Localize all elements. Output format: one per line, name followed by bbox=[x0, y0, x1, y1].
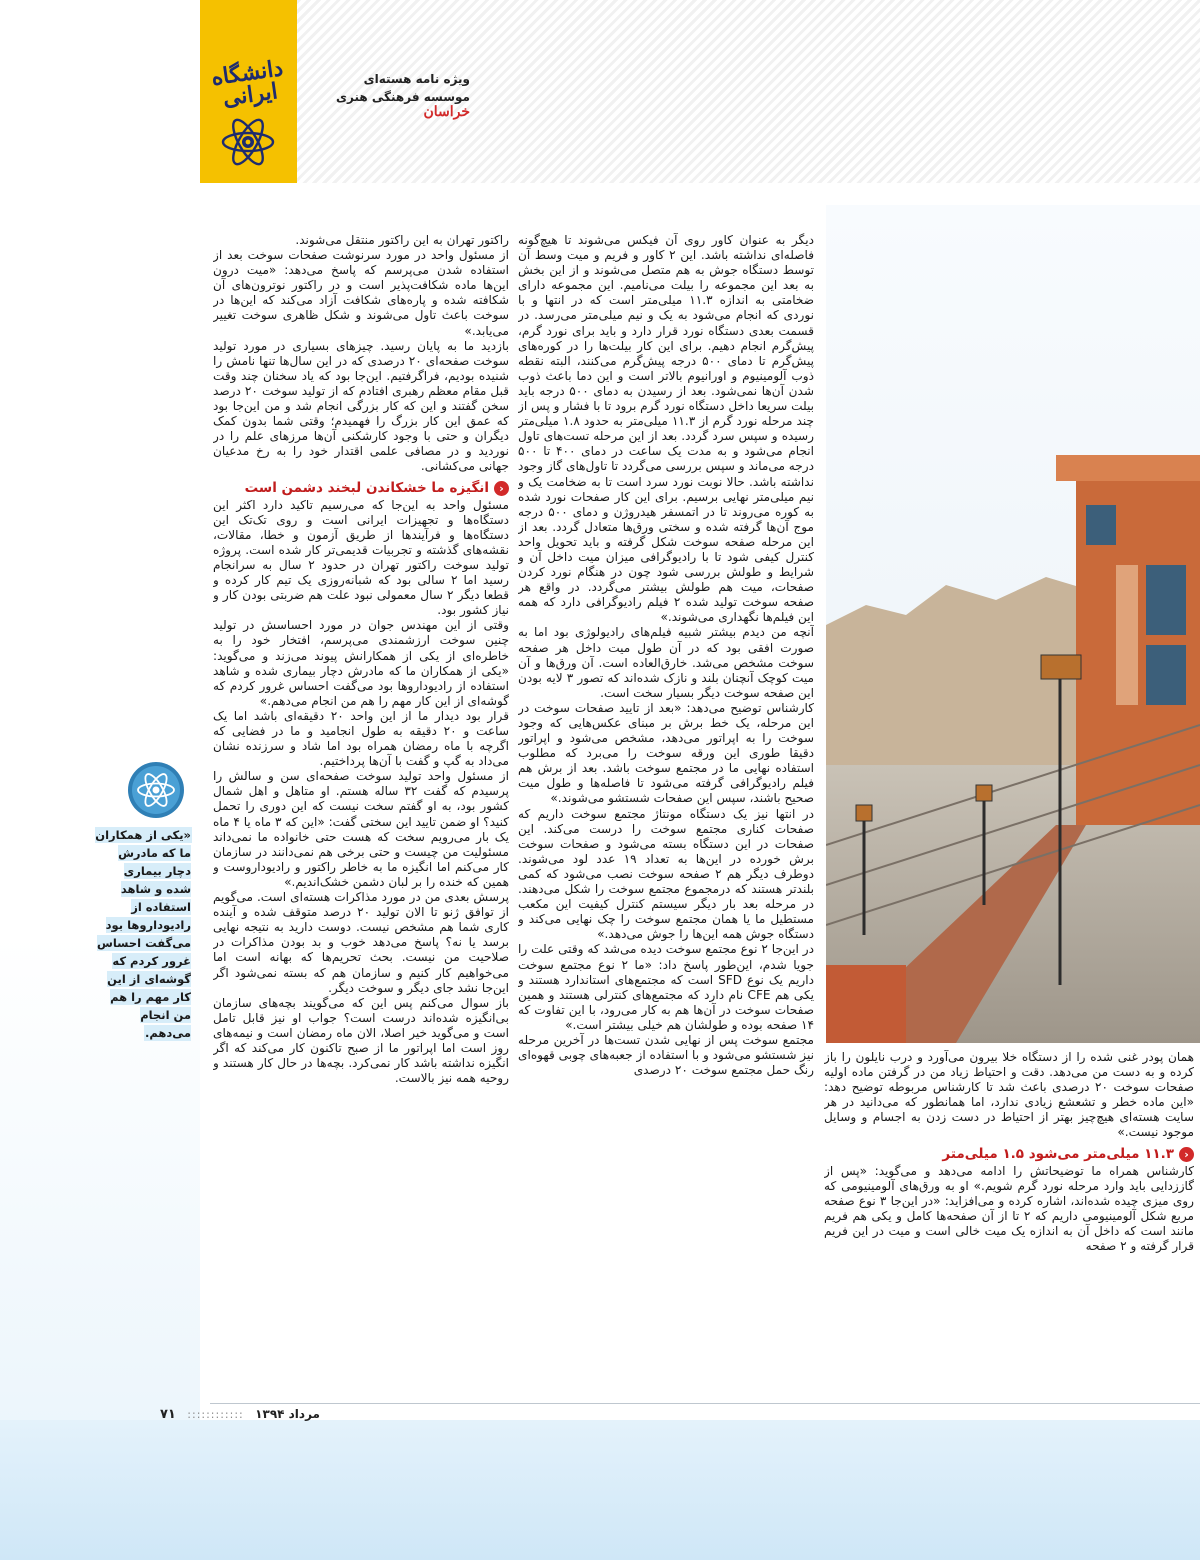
paragraph: وقتی از این مهندس جوان در مورد احساسش در تولید چنین سوخت ارزشمندی می‌پرسم، افتخار خود را به خاطره‌ای از یکی از همکارانش پیوند می‌زند و می‌گوید: «یکی از همکاران ما که مادرش دچار بیماری شده و شاهد استفاده از رادیوداروها بود می‌گفت احساس غرور کردم که گوشه‌ای از این کار مهم را هم من انجام می‌دهم.» bbox=[213, 618, 509, 708]
institute-prefix: موسسه فرهنگی هنری bbox=[336, 90, 470, 104]
pull-quote-text: «یکی از همکاران ما که مادرش دچار بیماری شده و شاهد استفاده از رادیوداروها بود می‌گفت احساس غرور کردم که گوشه‌ای از این کار مهم را هم من انجام می‌دهم. bbox=[95, 828, 191, 1040]
footer-separator: :::::::::::: bbox=[187, 1407, 244, 1421]
footer-divider bbox=[210, 1403, 1200, 1404]
atom-badge-icon bbox=[126, 760, 186, 820]
paragraph: از مسئول واحد در مورد سرنوشت صفحات سوخت بعد از استفاده شدن می‌پرسم که پاسخ می‌دهد: «میت درون این‌ها ماده شکافت‌پذیر است و در راکتور نوترون‌های آن شکافته شده و پاره‌های شکافت آزاد می‌کند که این‌ها در سوخت باعث تاول می‌شوند و شکل ظاهری سوخت تغییر می‌یابد.» bbox=[213, 248, 509, 338]
institute-name: خراسان bbox=[423, 104, 470, 120]
facility-photo-illustration bbox=[826, 205, 1200, 1043]
pull-quote bbox=[95, 826, 191, 1042]
subheading-text: ۱۱.۳ میلی‌متر می‌شود ۱.۵ میلی‌متر bbox=[942, 1145, 1174, 1162]
article-column-left bbox=[213, 233, 509, 1393]
paragraph: همان پودر غنی شده را از دستگاه خلا بیرون می‌آورد و درب نایلون را باز کرده و به دست من می‌دهد. دقت و احتیاط زیاد من در گرفتن ماده اولیه صفحات سوخت ۲۰ درصدی باعث شد تا کارشناس مربوطه توضیح دهد: «این ماده خطر و تشعشع زیادی ندارد، اما همانطور که می‌دانید در هر سایت هسته‌ای هیچ‌چیز بهتر از احتیاط در دست زدن به اجسام و وسایل موجود نیست.» bbox=[824, 1050, 1194, 1140]
paragraph: باز سوال می‌کنم پس این که می‌گویند بچه‌های سازمان بی‌انگیزه شده‌اند درست است؟ جواب او نیز قابل تامل است و می‌گوید خیر اصلا، الان ماه رمضان است و نیمه‌های روز است اما اپراتور ما از صبح تاکنون کار می‌کند که اگر انگیزه نداشته باشد کار نمی‌کرد. بچه‌ها در حال کار هستند و روحیه همه نیز بالاست. bbox=[213, 995, 509, 1086]
section-subheading bbox=[213, 481, 509, 496]
subheading-text: انگیزه ما خشکاندن لبخند دشمن است bbox=[244, 479, 489, 496]
paragraph: مجتمع سوخت پس از نهایی شدن تست‌ها در آخرین مرحله نیز شستشو می‌شود و با استفاده از جعبه‌های چوبی قهوه‌ای رنگ حمل مجتمع سوخت ۲۰ درصدی bbox=[518, 1032, 814, 1078]
chevron-icon: ‹ bbox=[494, 481, 509, 496]
paragraph: قرار بود دیدار ما از این واحد ۲۰ دقیقه‌ای باشد اما یک ساعت و ۲۰ دقیقه به طول انجامید و ما در فضایی که اگرچه با ماه رمضان همراه بود اما شاد و سرزنده نشان می‌داد به گپ و گفت با آن‌ها پرداختیم. bbox=[213, 708, 509, 769]
article-column-right bbox=[824, 1050, 1194, 1390]
special-issue-label: ویژه نامه هسته‌ای bbox=[363, 72, 470, 86]
paragraph: آنچه من دیدم بیشتر شبیه فیلم‌های رادیولوژی بود اما به صورت افقی بود که در آن طول میت داخل هر صفحه سوخت مشخص می‌شد. خارق‌العاده است. آن ورق‌ها و آن میت کوچک آنچنان بلند و نازک شده‌اند که تصور ۳ لایه بودن این صفحه سوخت دیگر بسیار سخت است. bbox=[518, 625, 814, 700]
page-number: ۷۱ bbox=[160, 1406, 176, 1422]
paragraph: در انتها نیز یک دستگاه مونتاژ مجتمع سوخت داریم که صفحات کناری مجتمع سوخت را درست می‌کند. این صفحات در این دستگاه بسته می‌شود و صفحات سوخت برش خورده در این‌ها به تعداد ۱۹ عدد لود می‌شوند. دوطرف دیگر هم ۲ صفحه سوخت نصب می‌شود که کمی بلندتر هستند که درمجموع مجتمع سوخت را شکل می‌دهند. در مرحله بعد بار دیگر سیستم کنترل کیفیت این مکعب مستطیل ما یا همان مجتمع سوخت را چک نهایی می‌کند و دستگاه جوش همه این‌ها را جوش می‌دهد.» bbox=[518, 806, 814, 942]
paragraph: پرسش بعدی من در مورد مذاکرات هسته‌ای است. می‌گویم از توافق ژنو تا الان تولید ۲۰ درصد متوقف شده و آینده کاری شما هم مشخص نیست. دوست دارید به نتیجه نهایی برسد یا نه؟ پاسخ می‌دهد خوب و بد بودن مذاکرات در صلاحیت من نیست. بحث تحریم‌ها که بهانه است اما می‌خواهیم کار کنیم و سازمان هم که بسته نمی‌شود اگر این‌جا نشد جای دیگر و سوخت دیگر. bbox=[213, 890, 509, 995]
paragraph: کارشناس توضیح می‌دهد: «بعد از تایید صفحات سوخت در این مرحله، یک خط برش بر مبنای عکس‌هایی که وجود سوخت را به اپراتور می‌دهد، مشخص می‌شود و اپراتور دقیقا طوری این ورقه سوخت را می‌برد که مطلوب استفاده نهایی ما در مجتمع سوخت باشد. بعد از برش هم فیلم رادیوگرافی گرفته می‌شود تا فاصله‌ها و طول میت صحیح باشند، سپس این صفحات شستشو می‌شوند.» bbox=[518, 700, 814, 806]
institute-label bbox=[300, 90, 470, 120]
paragraph: دیگر به عنوان کاور روی آن فیکس می‌شوند تا هیچ‌گونه فاصله‌ای نداشته باشد. این ۲ کاور و فریم و میت وسط آن توسط دستگاه جوش به هم متصل می‌شوند و از این بخش به بعد این مجموعه را بیلت می‌نامیم. این مجموعه دارای ضخامتی به اندازه ۱۱.۳ میلی‌متر است که در انتها و با نوردی که انجام می‌شود به یک و نیم میلی‌متر می‌رسد. در قسمت بعدی دستگاه نورد قرار دارد و باید برای نورد گرم، پیش‌گرم انجام دهیم. برای این کار بیلت‌ها را در کوره‌های پیش‌گرم تا دمای ۵۰۰ درجه پیش‌گرم می‌کنند، البته نقطه ذوب آلومینیوم و اورانیوم بالاتر است و این دما باعث ذوب شدن آن‌ها نمی‌شود. بعد از رسیدن به دمای ۵۰۰ درجه باید بیلت سریعا داخل دستگاه نورد گرم برود تا با فشار و پس از چند مرحله نورد گرم از ۱۱.۳ میلی‌متر به حدود ۱.۸ میلی‌متر رسیده و سپس سرد گردد. بعد از این مرحله تست‌های تاول انجام می‌شود و به مدت یک ساعت در دمای ۴۰۰ تا ۵۰۰ درجه می‌ماند و سپس بررسی می‌گردد تا تاول‌های گاز وجود نداشته باشد. حالا نوبت نورد سرد است تا به ضخامت یک و نیم میلی‌متر نهایی برسیم. برای این کار صفحات نورد شده به کوره می‌روند تا در اتمسفر هیدروژن و دمای ۵۰۰ درجه موج آن‌ها گرفته شده و سختی ورق‌ها متعادل گردد. بعد از این مرحله صفحه سوخت شکل گرفته و باید تحویل واحد کنترل کیفی شود تا با رادیوگرافی میزان میت داخل آن و شرایط و طولش بررسی شود چون در هنگام نورد کردن صفحات، میت هم طولش بیشتر می‌گردد. در واقع هر صفحه سوخت تولید شده ۲ فیلم رادیوگرافی دارد که همه این فیلم‌ها نگهداری می‌شوند.» bbox=[518, 233, 814, 625]
bottom-gradient-band bbox=[0, 1420, 1200, 1560]
facility-photo bbox=[826, 205, 1200, 1043]
paragraph: بازدید ما به پایان رسید. چیزهای بسیاری در مورد تولید سوخت صفحه‌ای ۲۰ درصدی که در این سال‌ها تنها نامش را شنیده بودیم، فراگرفتیم. این‌جا بود که یاد سخنان چند وقت قبل مقام معظم رهبری افتادم که از تولید سوخت ۲۰ درصد سخن گفتند و این که کار بزرگی انجام شد و من این‌جا بود که عمق این کار بزرگ را فهمیدم؛ وقتی شما بدون کمک دیگران و حتی با وجود کارشکنی آن‌ها مرزهای علم را در نوردید و در مصافی علمی اقتدار خود را به رخ مدعیان جهانی می‌کشانی. bbox=[213, 338, 509, 474]
atom-icon bbox=[220, 110, 276, 172]
paragraph: کارشناس همراه ما توضیحاتش را ادامه می‌دهد و می‌گوید: «پس از گاززدایی باید وارد مرحله نورد گرم شویم.» او به ورق‌های آلومینیومی که روی میزی چیده شده‌اند، اشاره کرده و می‌افزاید: «در این‌جا ۳ نوع صفحه مربع شکل آلومینیومی داریم که ۲ تا از آن صفحه‌ها کامل و یکی هم فریم مانند است که داخل آن به اندازه یک میت خالی است و میت در این فریم قرار گرفته و ۲ صفحه bbox=[824, 1163, 1194, 1254]
page-footer bbox=[160, 1403, 320, 1425]
issue-date: مرداد ۱۳۹۴ bbox=[255, 1407, 320, 1421]
paragraph: در این‌جا ۲ نوع مجتمع سوخت دیده می‌شد که وقتی علت را جویا شدم، این‌طور پاسخ داد: «ما ۲ نوع مجتمع سوخت داریم یک نوع SFD است که مجتمع‌های استاندارد هستند و یکی هم CFE نام دارد که مجتمع‌های کنترلی هستند و همین صفحات سوخت در آن‌ها هم به کار می‌رود، با این تفاوت که ۱۴ صفحه بوده و طولشان هم خیلی بیشتر است.» bbox=[518, 942, 814, 1032]
badge-title: دانشگاه ایرانی bbox=[209, 55, 285, 112]
paragraph: راکتور تهران به این راکتور منتقل می‌شوند. bbox=[295, 233, 509, 247]
paragraph: از مسئول واحد تولید سوخت صفحه‌ای سن و سالش را پرسیدم که گفت ۳۲ ساله هستم. او متاهل و اهل شمال کشور بود، به او گفتم سخت نیست که این دوری را تحمل کنید؟ او ضمن تایید این سختی گفت: «این که ۳ ماه یا ۴ ماه یک بار می‌رویم سخت که هست حتی خانواده ما نمی‌داند مسئولیت من چیست و حتی برخی هم نمی‌دانند در سازمان کار می‌کنم اما انگیزه ما به خاطر راکتور و رادیوداروست و همین که خنده را بر لبان دشمن خشک‌اندیم.» bbox=[213, 769, 509, 889]
chevron-icon: ‹ bbox=[1179, 1147, 1194, 1162]
paragraph: مسئول واحد به این‌جا که می‌رسیم تاکید دارد اکثر این دستگاه‌ها و تجهیزات ایرانی است و روی تک‌تک این دستگاه‌ها و فرآیندها از طریق آزمون و خطا، مقالات، نقشه‌های گذشته و تجربیات قدیمی‌تر کار شده است. پروژه تولید سوخت راکتور تهران در حدود ۲ سال به سرانجام رسید اما ۲ سالی بود که شبانه‌روزی یک تیم کار کرده و قطعا دیگر ۲ سال معمولی نبود علت هم ضربتی بودن کار و نیاز کشور بود. bbox=[213, 497, 509, 618]
section-subheading bbox=[824, 1147, 1194, 1162]
article-column-middle bbox=[518, 233, 814, 1393]
